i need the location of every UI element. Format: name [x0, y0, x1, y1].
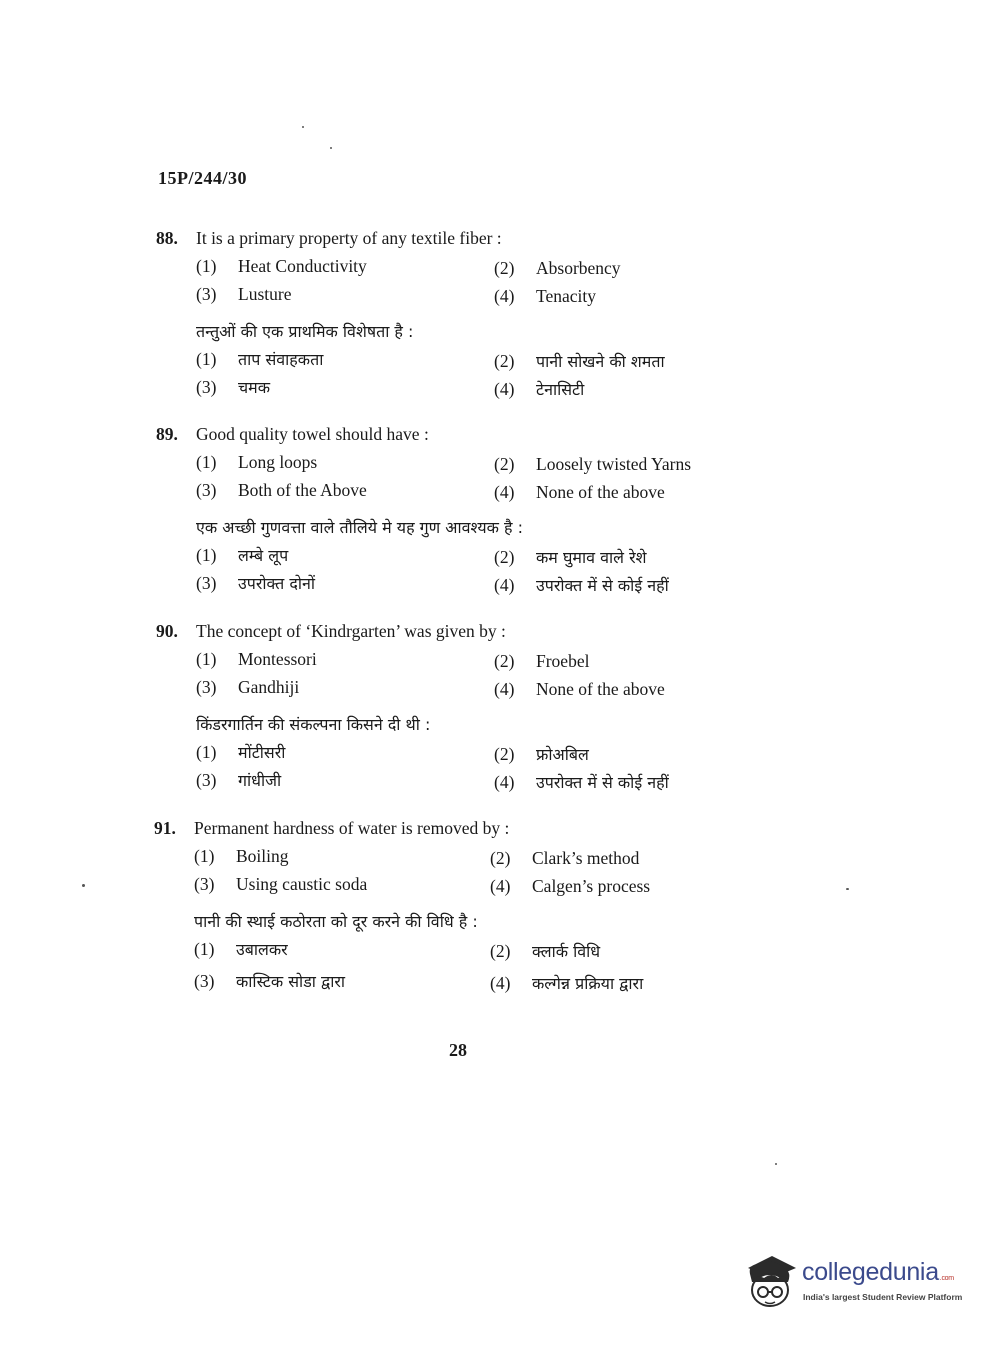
question-88 — [156, 228, 756, 404]
options-english — [156, 649, 756, 705]
question-stem-hindi — [156, 320, 756, 348]
option-1 — [196, 256, 367, 277]
option-3-hindi — [196, 572, 315, 594]
options-hindi — [156, 741, 756, 797]
option-3 — [196, 677, 299, 698]
question-number: 90. — [156, 621, 178, 641]
option-number: (3) — [196, 677, 217, 697]
question-stem-hindi — [156, 713, 756, 741]
option-text: कम घुमाव वाले रेशे — [536, 548, 647, 567]
option-text: उबालकर — [236, 940, 288, 959]
options-hindi — [154, 938, 754, 994]
option-1 — [196, 649, 317, 670]
option-number: (3) — [196, 480, 217, 500]
options-hindi — [156, 544, 756, 600]
question-number: 89. — [156, 424, 178, 444]
option-1 — [196, 452, 317, 473]
option-number: (1) — [194, 846, 215, 866]
question-text: The concept of ‘Kindrgarten’ was given by : — [196, 621, 506, 641]
option-number: (3) — [194, 874, 215, 894]
collegedunia-logo — [742, 1252, 972, 1312]
option-text: Heat Conductivity — [238, 256, 367, 276]
scan-speck — [82, 884, 85, 887]
option-text: लम्बे लूप — [238, 546, 289, 565]
option-3-hindi — [194, 970, 345, 992]
question-stem-hindi — [156, 516, 756, 544]
option-number: (2) — [494, 351, 515, 371]
question-number: 88. — [156, 228, 178, 248]
option-number: (4) — [494, 772, 515, 792]
option-number: (3) — [196, 377, 217, 397]
option-text: चमक — [238, 378, 271, 397]
option-2-hindi — [494, 546, 647, 568]
option-number: (2) — [494, 651, 515, 671]
option-text: कास्टिक सोडा द्वारा — [236, 972, 346, 991]
scan-speck — [302, 126, 304, 128]
scan-speck — [846, 888, 849, 890]
option-number: (4) — [494, 482, 515, 502]
option-number: (1) — [196, 256, 217, 276]
page-number: 28 — [449, 1040, 467, 1060]
option-4-hindi — [494, 771, 669, 793]
option-text: क्लार्क विधि — [532, 942, 601, 961]
option-number: (2) — [494, 454, 515, 474]
option-2-hindi — [494, 350, 665, 372]
question-text: Permanent hardness of water is removed by : — [194, 818, 510, 838]
option-text: पानी सोखने की शमता — [536, 352, 665, 371]
option-3 — [196, 480, 367, 501]
logo-suffix: .com — [939, 1275, 954, 1282]
option-text: Long loops — [238, 452, 318, 472]
question-text: It is a primary property of any textile fiber : — [196, 228, 502, 248]
option-number: (1) — [196, 349, 217, 369]
question-text-hindi: पानी की स्थाई कठोरता को दूर करने की विधि है : — [194, 912, 478, 931]
option-text: कल्गेन्न प्रक्रिया द्वारा — [532, 974, 644, 993]
option-text: Montessori — [238, 649, 317, 669]
question-90 — [156, 621, 756, 797]
question-stem — [156, 621, 756, 649]
option-2 — [490, 848, 639, 869]
option-2 — [494, 258, 621, 279]
option-number: (2) — [494, 547, 515, 567]
option-number: (4) — [490, 876, 511, 896]
option-text: Using caustic soda — [236, 874, 368, 894]
question-text-hindi: किंडरगार्तिन की संकल्पना किसने दी थी : — [196, 715, 431, 734]
option-text: फ्रोअबिल — [536, 745, 589, 764]
option-number: (1) — [196, 649, 217, 669]
option-text: गांधीजी — [238, 771, 282, 790]
option-text: Clark’s method — [532, 848, 640, 868]
option-4 — [494, 482, 665, 503]
mascot-icon — [742, 1252, 798, 1310]
option-text: Calgen’s process — [532, 876, 651, 896]
option-number: (4) — [490, 973, 511, 993]
option-3 — [196, 284, 291, 305]
option-text: ताप संवाहकता — [238, 350, 324, 369]
paper-code: 15P/244/30 — [158, 168, 247, 188]
option-text: उपरोक्त में से कोई नहीं — [536, 773, 669, 792]
option-number: (3) — [196, 284, 217, 304]
option-4 — [490, 876, 650, 897]
option-1 — [194, 846, 289, 867]
option-number: (1) — [196, 742, 217, 762]
option-number: (2) — [494, 258, 515, 278]
option-text: Both of the Above — [238, 480, 367, 500]
question-text-hindi: तन्तुओं की एक प्राथमिक विशेषता है : — [196, 322, 414, 341]
option-4 — [494, 679, 665, 700]
options-english — [154, 846, 754, 902]
logo-wordmark — [802, 1258, 954, 1287]
option-number: (2) — [494, 744, 515, 764]
option-number: (1) — [196, 452, 217, 472]
option-number: (4) — [494, 286, 515, 306]
option-number: (4) — [494, 379, 515, 399]
options-english — [156, 452, 756, 508]
option-text: None of the above — [536, 482, 665, 502]
option-number: (2) — [490, 848, 511, 868]
question-89 — [156, 424, 756, 600]
options-hindi — [156, 348, 756, 404]
question-text: Good quality towel should have : — [196, 424, 429, 444]
option-text: Loosely twisted Yarns — [536, 454, 692, 474]
option-3-hindi — [196, 769, 281, 791]
option-text: मोंटीसरी — [238, 743, 286, 762]
option-1-hindi — [196, 348, 323, 370]
question-stem-hindi — [154, 910, 754, 938]
question-stem — [156, 424, 756, 452]
option-2-hindi — [494, 743, 589, 765]
option-4-hindi — [494, 378, 584, 400]
option-number: (3) — [196, 573, 217, 593]
option-number: (4) — [494, 575, 515, 595]
option-4 — [494, 286, 596, 307]
option-1-hindi — [196, 544, 288, 566]
option-2-hindi — [490, 940, 600, 962]
option-text: Boiling — [236, 846, 289, 866]
option-text: Tenacity — [536, 286, 596, 306]
option-text: Absorbency — [536, 258, 621, 278]
question-stem — [156, 228, 756, 256]
option-2 — [494, 651, 589, 672]
option-text: None of the above — [536, 679, 665, 699]
scan-speck — [775, 1163, 777, 1165]
option-1-hindi — [196, 741, 285, 763]
option-1-hindi — [194, 938, 288, 960]
option-number: (3) — [196, 770, 217, 790]
option-number: (1) — [194, 939, 215, 959]
options-english — [156, 256, 756, 312]
option-number: (3) — [194, 971, 215, 991]
option-2 — [494, 454, 691, 475]
option-text: उपरोक्त दोनों — [238, 574, 315, 593]
option-text: Froebel — [536, 651, 590, 671]
logo-name: collegedunia — [802, 1258, 939, 1286]
question-text-hindi: एक अच्छी गुणवत्ता वाले तौलिये मे यह गुण आवश्यक है : — [196, 518, 523, 537]
option-text: टेनासिटी — [536, 380, 585, 399]
option-text: उपरोक्त में से कोई नहीं — [536, 576, 669, 595]
option-text: Gandhiji — [238, 677, 300, 697]
option-3 — [194, 874, 367, 895]
question-91 — [154, 818, 754, 994]
option-3-hindi — [196, 376, 270, 398]
option-number: (1) — [196, 545, 217, 565]
option-4-hindi — [490, 972, 643, 994]
question-number: 91. — [154, 818, 176, 838]
option-number: (4) — [494, 679, 515, 699]
option-text: Lusture — [238, 284, 292, 304]
option-number: (2) — [490, 941, 511, 961]
option-4-hindi — [494, 574, 669, 596]
scan-speck — [330, 147, 332, 149]
question-stem — [154, 818, 754, 846]
logo-tagline: India's largest Student Review Platform — [803, 1292, 963, 1302]
